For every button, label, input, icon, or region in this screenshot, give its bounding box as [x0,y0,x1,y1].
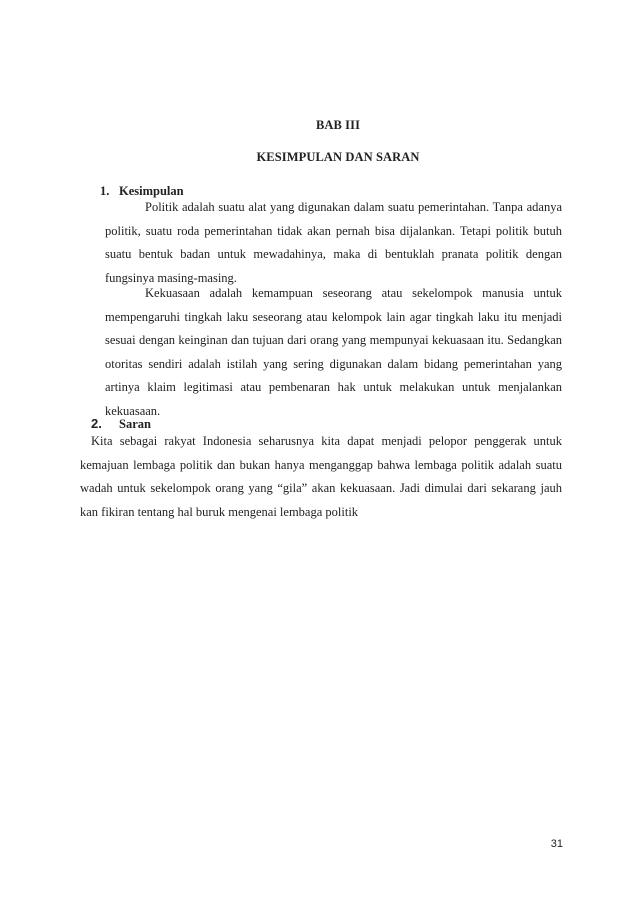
chapter-label: BAB III [315,118,361,132]
section-heading-text: Kesimpulan [119,184,184,198]
paragraph-kekuasaan: Kekuasaan adalah kemampuan seseorang atau sekelompok manusia untuk mempengaruhi tingkah laku seseorang atau kelompok lain agar tingkah laku itu menjadi sesuai dengan keinginan dan tujuan dari orang yang mempunyai kekuasaan itu. Sedangkan otoritas sendiri adalah istilah yang sering digunakan dalam bidang pemerintahan yang artinya klaim legitimasi atau pembenaran hak untuk melakukan untuk menjalankan kekuasaan. [105,286,562,418]
page-number: 31 [550,838,563,850]
section-number: 1. [100,184,110,198]
paragraph-saran: Kita sebagai rakyat Indonesia seharusnya kita dapat menjadi pelopor penggerak untuk kemajuan lembaga politik dan bukan hanya menganggap bahwa lembaga politik adalah suatu wadah untuk sekelompok orang yang “gila” akan kekuasaan. Jadi dimulai dari sekarang jauh kan fikiran tentang hal buruk mengenai lembaga politik [80,434,562,519]
paragraph-politik: Politik adalah suatu alat yang digunakan dalam suatu pemerintahan. Tanpa adanya politik, suatu roda pemerintahan tidak akan pernah bisa dijalankan. Tetapi politik butuh suatu bentuk badan untuk mewadahinya, maka di bentuklah pranata politik dengan fungsinya masing-masing. [105,200,562,285]
chapter-title: KESIMPULAN DAN SARAN [256,150,420,164]
section-number: 2. [91,416,102,431]
section-heading-text: Saran [119,417,151,431]
